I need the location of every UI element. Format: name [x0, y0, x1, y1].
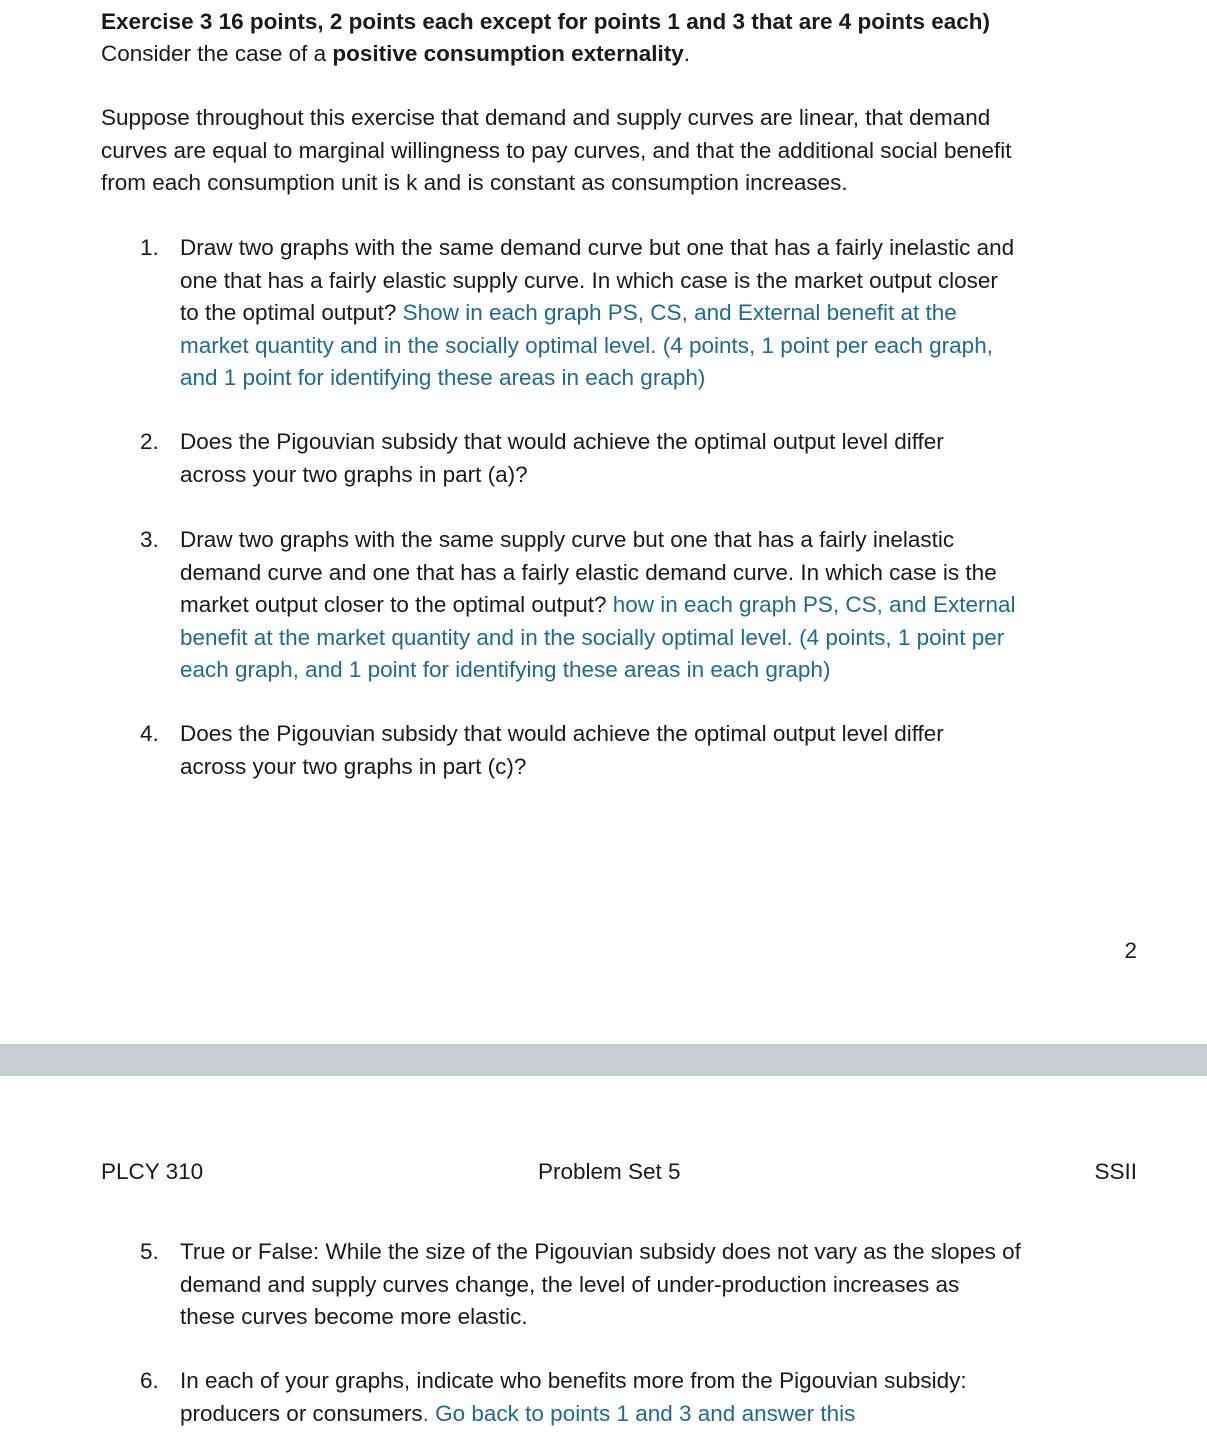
question-line: across your two graphs in part (c)? [180, 753, 527, 779]
header-course: PLCY 310 [101, 1159, 204, 1184]
question-number: 1. [140, 235, 159, 260]
question-number: 6. [140, 1368, 159, 1393]
exercise-title: Exercise 3 16 points, 2 points each except for points 1 and 3 that are 4 points each) [101, 9, 991, 34]
header-term: SSII [1094, 1159, 1137, 1184]
question-line: Draw two graphs with the same supply curve but one that has a fairly inelastic [180, 527, 955, 552]
assumption-line: Suppose throughout this exercise that demand and supply curves are linear, that demand [101, 105, 991, 130]
header-title: Problem Set 5 [538, 1159, 681, 1184]
question-body [180, 1236, 1140, 1334]
question-line: demand and supply curves change, the level of under-production increases as [180, 1271, 960, 1297]
question-body [180, 718, 1140, 783]
question-line: Does the Pigouvian subsidy that would achieve the optimal output level differ [180, 429, 944, 454]
question-line: True or False: While the size of the Pigouvian subsidy does not vary as the slopes of [180, 1239, 1021, 1264]
question-line: market output closer to the optimal output? how in each graph PS, CS, and External [180, 592, 1016, 617]
question-body [180, 524, 1140, 687]
question-line: In each of your graphs, indicate who benefits more from the Pigouvian subsidy: [180, 1368, 967, 1393]
page-separator [0, 1044, 1207, 1076]
question-number: 5. [140, 1239, 159, 1264]
question-line: benefit at the market quantity and in the socially optimal level. (4 points, 1 point per [180, 624, 1005, 650]
assumptions-paragraph [101, 102, 1146, 200]
assumption-line: from each consumption unit is k and is constant as consumption increases. [101, 170, 848, 195]
question-line: Draw two graphs with the same demand curve but one that has a fairly inelastic and [180, 235, 1015, 260]
question-line: producers or consumers. Go back to points 1 and 3 and answer this [180, 1400, 856, 1426]
question-line: demand curve and one that has a fairly elastic demand curve. In which case is the [180, 559, 997, 585]
question-line: across your two graphs in part (a)? [180, 461, 528, 487]
intro-suffix: . [683, 41, 690, 66]
intro-prefix: Consider the case of a [101, 41, 333, 66]
question-number: 4. [140, 721, 159, 746]
question-number: 3. [140, 527, 159, 552]
question-line: Does the Pigouvian subsidy that would achieve the optimal output level differ [180, 721, 944, 746]
question-body [180, 232, 1140, 395]
question-number: 2. [140, 429, 159, 454]
question-line: to the optimal output? Show in each graph PS, CS, and External benefit at the [180, 300, 957, 325]
page-number: 2 [1124, 938, 1137, 963]
question-line: one that has a fairly elastic supply curve. In which case is the market output closer [180, 267, 998, 293]
question-line: these curves become more elastic. [180, 1304, 528, 1329]
question-body [180, 1365, 1140, 1430]
exercise-intro [101, 38, 690, 70]
question-body [180, 426, 1140, 491]
question-line: and 1 point for identifying these areas in each graph) [180, 365, 706, 390]
question-line: each graph, and 1 point for identifying these areas in each graph) [180, 657, 831, 682]
question-line: market quantity and in the socially optimal level. (4 points, 1 point per each graph, [180, 332, 993, 358]
intro-bold-term: positive consumption externality [332, 41, 684, 66]
assumption-line: curves are equal to marginal willingness to pay curves, and that the additional social benefit [101, 137, 1012, 163]
